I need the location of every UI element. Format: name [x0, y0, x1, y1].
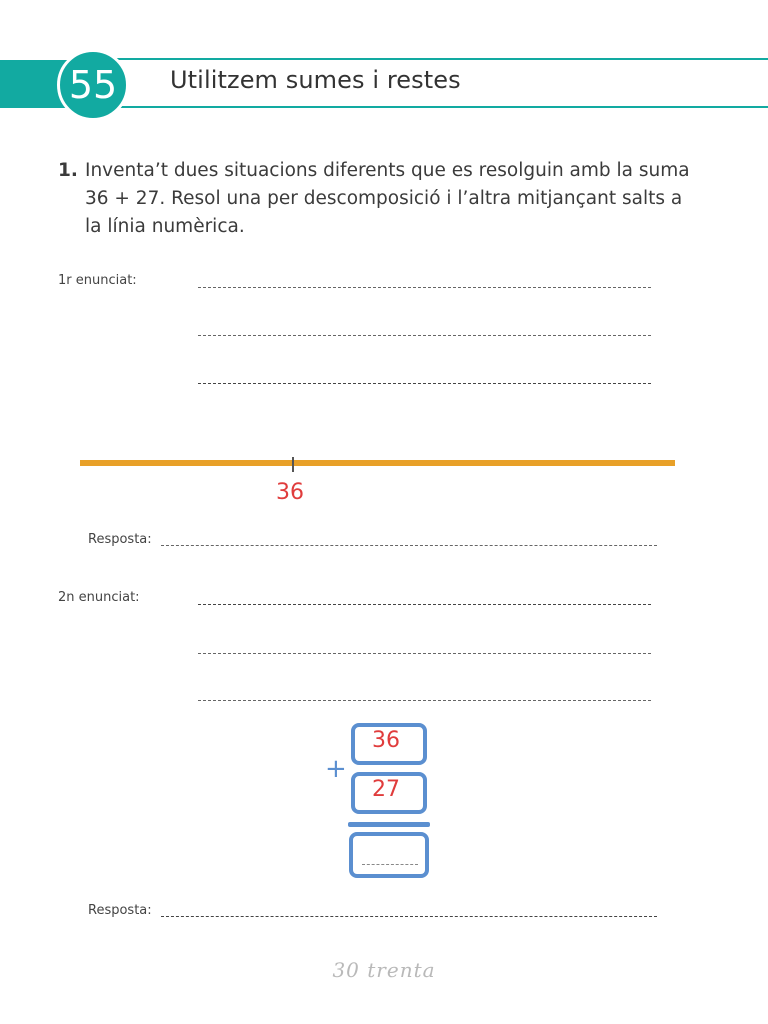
statement-2-line-1[interactable] [198, 604, 651, 605]
statement-2-line-3[interactable] [198, 700, 651, 701]
header-line-top [75, 58, 768, 60]
statement-1-line-2[interactable] [198, 335, 651, 336]
result-box[interactable] [349, 832, 429, 878]
statement-1-line-3[interactable] [198, 383, 651, 384]
page-title: Utilitzem sumes i restes [170, 66, 461, 94]
lesson-number-badge: 55 [57, 49, 129, 121]
header-line-bottom [75, 106, 768, 108]
statement-1-label: 1r enunciat: [58, 273, 137, 288]
answer-1-label: Resposta: [88, 532, 152, 547]
page-number: 30 trenta [332, 958, 436, 982]
addend-2-value: 27 [372, 777, 400, 802]
answer-2-line[interactable] [161, 916, 657, 917]
number-line[interactable] [80, 460, 675, 466]
result-write-line[interactable] [362, 864, 418, 865]
answer-2-label: Resposta: [88, 903, 152, 918]
sum-bar [348, 822, 430, 827]
statement-2-line-2[interactable] [198, 653, 651, 654]
number-line-tick [292, 457, 294, 472]
addend-1-value: 36 [372, 728, 400, 753]
exercise-number: 1. [58, 160, 78, 181]
number-line-value: 36 [276, 480, 304, 505]
statement-1-line-1[interactable] [198, 287, 651, 288]
exercise-text: Inventa’t dues situacions diferents que es resolguin amb la suma 36 + 27. Resol una per descomposició i l’altra mitjançant salts a la línia numèrica. [85, 160, 690, 237]
statement-2-label: 2n enunciat: [58, 590, 140, 605]
answer-1-line[interactable] [161, 545, 657, 546]
plus-sign: + [325, 754, 347, 784]
